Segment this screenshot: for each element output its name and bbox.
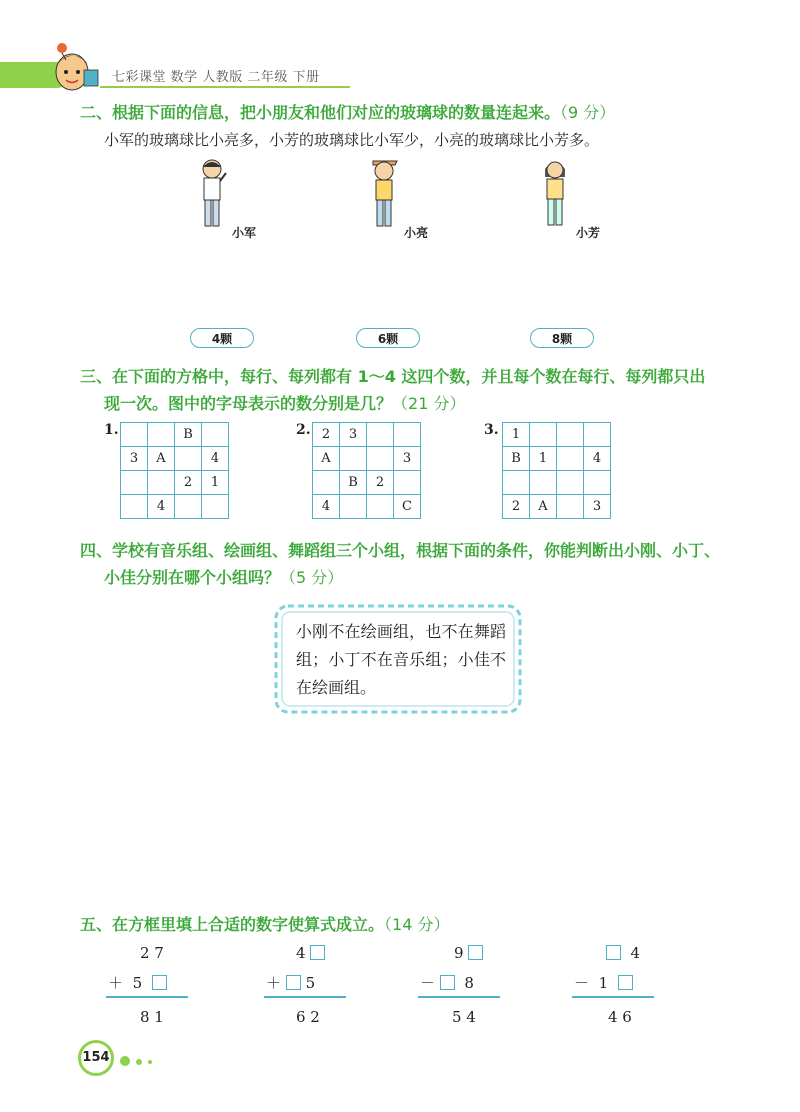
grid-cell xyxy=(367,423,394,447)
grid-cell xyxy=(530,423,557,447)
arith-top xyxy=(454,944,483,962)
operator: － xyxy=(574,974,590,992)
grid-cell: A xyxy=(148,447,175,471)
grid-cell: 3 xyxy=(340,423,367,447)
grid-cell xyxy=(340,495,367,519)
grid-cell: 4 xyxy=(202,447,229,471)
grid-cell xyxy=(340,447,367,471)
grid-cell: 1 xyxy=(503,423,530,447)
digit: 1 xyxy=(598,974,609,992)
arith-middle xyxy=(266,972,315,993)
arith-middle xyxy=(574,972,633,993)
grid-cell xyxy=(557,495,584,519)
grid-cell xyxy=(121,423,148,447)
arith-problem-2 xyxy=(258,944,358,1034)
grid-cell: C xyxy=(394,495,421,519)
number-grid-3 xyxy=(502,422,611,519)
condition-text: 小刚不在绘画组，也不在舞蹈组；小丁不在音乐组；小佳不在绘画组。 xyxy=(296,622,506,697)
answer-box[interactable] xyxy=(468,945,483,960)
grid-cell xyxy=(557,423,584,447)
boy-xiaoliang-icon xyxy=(364,155,404,235)
grid-cell xyxy=(121,495,148,519)
grid-cell xyxy=(121,471,148,495)
q2-title: 二、根据下面的信息，把小朋友和他们对应的玻璃球的数量连起来。（9 分） xyxy=(80,103,616,122)
grid-cell xyxy=(175,495,202,519)
number-grid-1 xyxy=(120,422,229,519)
q4-title-line2: 小佳分别在哪个小组吗？（5 分） xyxy=(104,568,344,587)
grid-cell: 2 xyxy=(503,495,530,519)
grid-label: 1. xyxy=(104,422,119,438)
arith-result: 6 2 xyxy=(296,1008,320,1026)
answer-box[interactable] xyxy=(440,975,455,990)
arith-top: 2 7 xyxy=(140,944,164,962)
grid-cell: B xyxy=(340,471,367,495)
answer-box[interactable] xyxy=(152,975,167,990)
operator: ＋ xyxy=(266,974,282,992)
grid-cell xyxy=(557,471,584,495)
grid-cell xyxy=(394,471,421,495)
grid-cell xyxy=(557,447,584,471)
grid-cell xyxy=(530,471,557,495)
grid-cell xyxy=(394,423,421,447)
digit: 4 xyxy=(630,944,641,962)
grid-cell: 4 xyxy=(313,495,340,519)
q3-title: 三、在下面的方格中，每行、每列都有 1～4 这四个数，并且每个数在每行、每列都只出 xyxy=(80,367,706,386)
digit: 4 xyxy=(296,944,306,962)
grid-cell: 1 xyxy=(530,447,557,471)
arith-middle xyxy=(108,972,167,993)
grid-cell: B xyxy=(503,447,530,471)
q5-title: 五、在方框里填上合适的数字使算式成立。（14 分） xyxy=(80,915,450,934)
arith-problem-4 xyxy=(570,944,670,1034)
grid-cell: 3 xyxy=(584,495,611,519)
grid-cell: 3 xyxy=(394,447,421,471)
grid-cell xyxy=(367,447,394,471)
grid-cell xyxy=(202,495,229,519)
answer-box[interactable] xyxy=(286,975,301,990)
girl-xiaofang-icon xyxy=(535,155,575,235)
grid-cell: 2 xyxy=(175,471,202,495)
grid-cell: A xyxy=(313,447,340,471)
digit: 5 xyxy=(132,974,143,992)
sum-line xyxy=(264,996,346,998)
grid-cell: B xyxy=(175,423,202,447)
q4-title: 四、学校有音乐组、绘画组、舞蹈组三个小组，根据下面的条件，你能判断出小刚、小丁、 xyxy=(80,541,721,560)
sum-line xyxy=(572,996,654,998)
kid-name-xiaojun: 小军 xyxy=(232,226,257,240)
decor-dot xyxy=(148,1060,152,1064)
answer-box[interactable] xyxy=(310,945,325,960)
arith-problem-3 xyxy=(412,944,512,1034)
operator: ＋ xyxy=(108,974,124,992)
grid-cell xyxy=(584,471,611,495)
sum-line xyxy=(418,996,500,998)
grid-cell: 2 xyxy=(313,423,340,447)
grid-label: 3. xyxy=(484,422,499,438)
digit: 5 xyxy=(305,974,316,992)
grid-cell xyxy=(148,471,175,495)
grid-cell xyxy=(202,423,229,447)
arith-top xyxy=(606,944,640,962)
grid-cell: 1 xyxy=(202,471,229,495)
count-pill[interactable]: 6颗 xyxy=(356,328,420,348)
operator: － xyxy=(420,974,436,992)
grid-cell xyxy=(584,423,611,447)
digit: 9 xyxy=(454,944,464,962)
grid-label: 2. xyxy=(296,422,311,438)
decor-dot xyxy=(136,1059,142,1065)
grid-cell xyxy=(367,495,394,519)
sum-line xyxy=(106,996,188,998)
q2-info: 小军的玻璃球比小亮多，小芳的玻璃球比小军少，小亮的玻璃球比小芳多。 xyxy=(104,131,600,149)
page-number: 154 xyxy=(78,1040,114,1076)
grid-cell: A xyxy=(530,495,557,519)
number-grid-2 xyxy=(312,422,421,519)
kid-name-xiaoliang: 小亮 xyxy=(404,226,429,240)
grid-cell xyxy=(503,471,530,495)
digit: 8 xyxy=(464,974,474,992)
count-pill[interactable]: 8颗 xyxy=(530,328,594,348)
grid-cell: 4 xyxy=(584,447,611,471)
arith-top xyxy=(296,944,325,962)
arith-result: 5 4 xyxy=(452,1008,476,1026)
grid-cell: 2 xyxy=(367,471,394,495)
decor-dot xyxy=(120,1056,130,1066)
arith-result: 8 1 xyxy=(140,1008,164,1026)
arith-result: 4 6 xyxy=(608,1008,632,1026)
header-title: 七彩课堂 数学 人教版 二年级 下册 xyxy=(112,70,320,85)
grid-cell xyxy=(148,423,175,447)
answer-box[interactable] xyxy=(618,975,633,990)
answer-box[interactable] xyxy=(606,945,621,960)
arith-middle xyxy=(420,972,474,993)
header-underline xyxy=(100,86,350,88)
arith-problem-1 xyxy=(100,944,200,1034)
boy-xiaojun-icon xyxy=(192,155,232,235)
grid-cell xyxy=(313,471,340,495)
kid-name-xiaofang: 小芳 xyxy=(576,226,601,240)
count-pill[interactable]: 4颗 xyxy=(190,328,254,348)
q3-title-line2: 现一次。图中的字母表示的数分别是几？（21 分） xyxy=(104,394,466,413)
grid-cell xyxy=(175,447,202,471)
grid-cell: 4 xyxy=(148,495,175,519)
grid-cell: 3 xyxy=(121,447,148,471)
